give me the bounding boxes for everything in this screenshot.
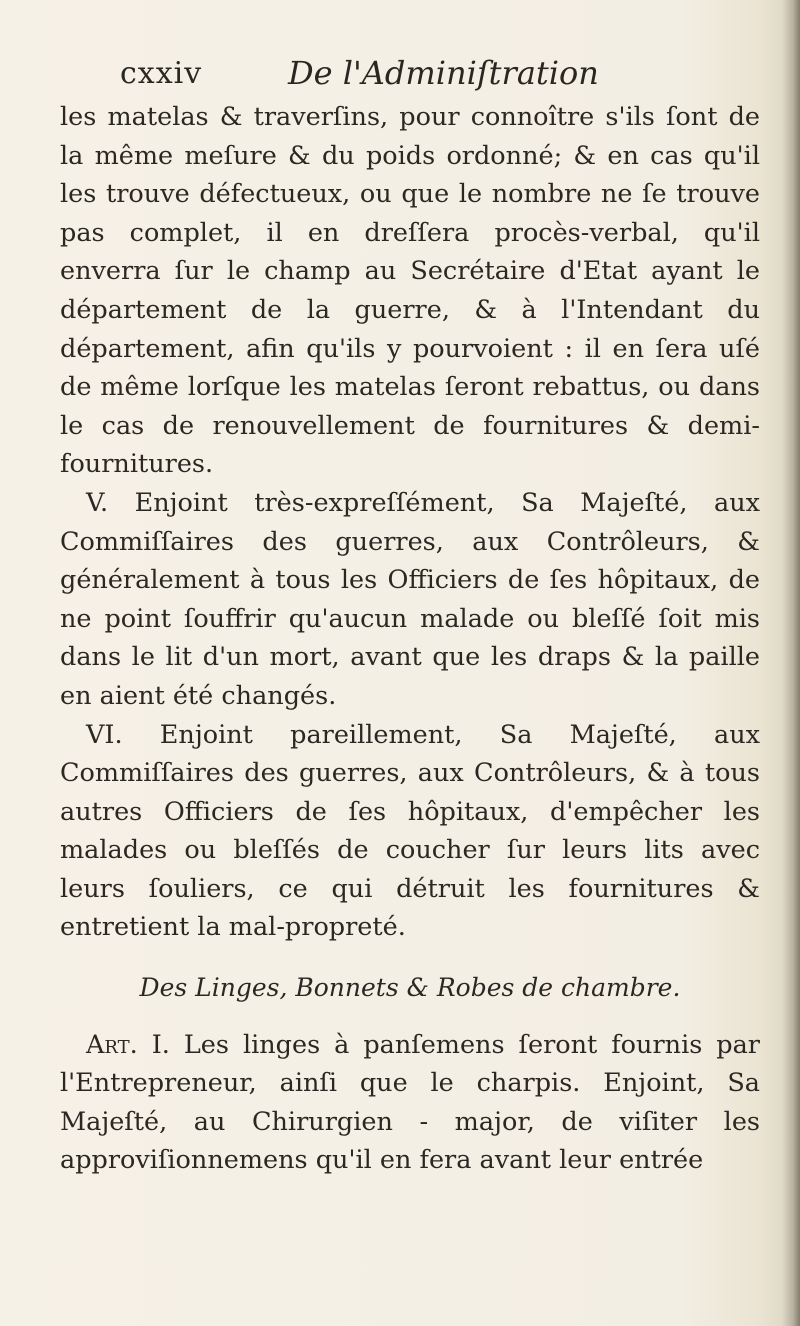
page-edge-shadow (782, 0, 800, 1326)
running-title: De l'Adminiſtration (288, 54, 599, 92)
paragraph-continuation: les matelas & traverſins, pour connoître s'ils ſont de la même meſure & du poids ordonné; & en cas qu'il les trouve défectueux, ou que le nombre ne ſe trouve pas complet, il en dreſſera procès-verbal, qu'il enverra ſur le champ au Secrétaire d'Etat ayant le département de la guerre, & à l'Intendant du département, afin qu'ils y pourvoient : il en ſera uſé de même lorſque les matelas ſeront rebattus, ou dans le cas de renouvellement de fournitures & demi-fournitures. (60, 102, 760, 480)
section-title: Des Linges, Bonnets & Robes de chambre. (139, 973, 681, 1003)
paragraph-article-i (60, 1026, 760, 1180)
paragraph-article-vi: VI. Enjoint pareillement, Sa Majeſté, aux Commiſſaires des guerres, aux Contrôleurs, & à tous autres Officiers de ſes hôpitaux, d'empêcher les malades ou bleſſés de coucher ſur leurs lits avec leurs ſouliers, ce qui détruit les fournitures & entretient la mal-propreté. (60, 719, 760, 943)
page-header (120, 54, 760, 100)
folio-number: cxxiv (120, 56, 203, 91)
article-i-text: Les linges à panſemens ſeront fournis par l'Entrepreneur, ainſi que le charpis. Enjoint, Sa Majeſté, au Chirurgien - major, de viſiter les approviſionnemens qu'il en fera avant leur entrée (60, 1029, 760, 1176)
article-label: Art. I. (86, 1029, 170, 1060)
text-block (60, 98, 760, 1180)
paragraph-article-v: V. Enjoint très-expreſſément, Sa Majeſté, aux Commiſſaires des guerres, aux Contrôleurs, & généralement à tous les Officiers de ſes hôpitaux, de ne point ſouffrir qu'aucun malade ou bleſſé ſoit mis dans le lit d'un mort, avant que les draps & la paille en aient été changés. (60, 487, 760, 711)
